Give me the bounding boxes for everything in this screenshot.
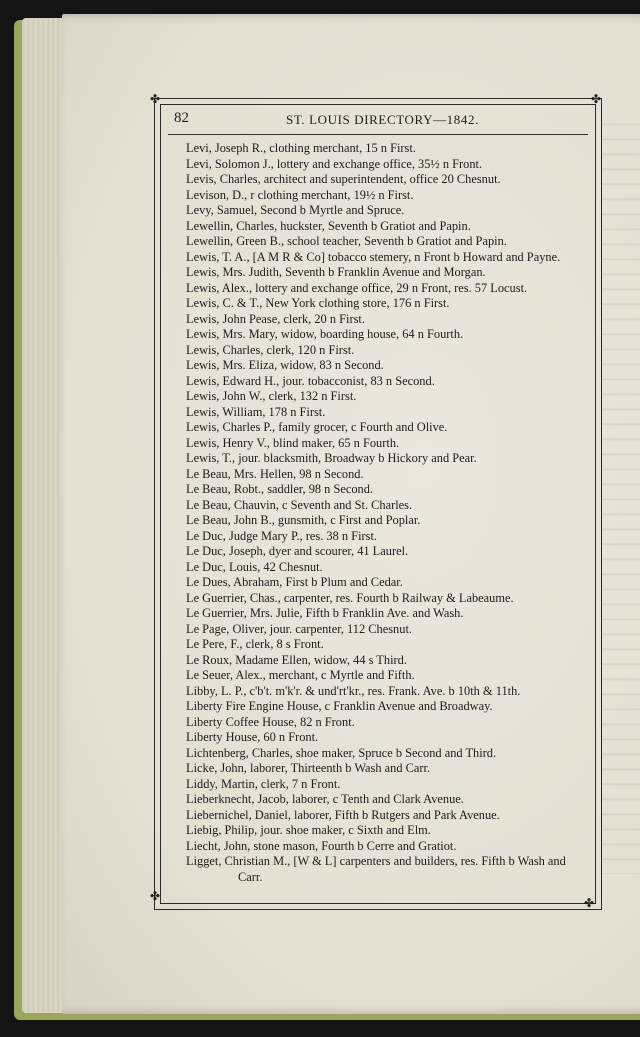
directory-entry: Lewis, Mrs. Eliza, widow, 83 n Second. [186, 358, 384, 372]
directory-entry: Le Duc, Louis, 42 Chesnut. [186, 559, 323, 574]
directory-entry: Le Roux, Madame Ellen, widow, 44 s Third. [186, 652, 407, 667]
directory-entry: Lewis, William, 178 n First. [186, 404, 326, 419]
directory-entry: Le Beau, John B., gunsmith, c First and Poplar. [186, 513, 421, 527]
directory-entry: Lewis, T., jour. blacksmith, Broadway b Hickory and Pear. [186, 451, 477, 465]
directory-entry: Lewis, John Pease, clerk, 20 n First. [186, 311, 365, 326]
directory-entry: Liecht, John, stone mason, Fourth b Cerre and Gratiot. [186, 838, 457, 853]
directory-entry: Licke, John, laborer, Thirteenth b Wash and Carr. [186, 761, 431, 775]
page-header [168, 110, 588, 130]
header-rule [168, 134, 588, 135]
directory-entry: Lewis, Henry V., blind maker, 65 n Fourth. [186, 435, 400, 450]
corner-ornament-icon: ✤ [150, 889, 161, 903]
directory-entry: Lewis, Charles, clerk, 120 n First. [186, 342, 355, 357]
directory-entry: Ligget, Christian M., [W & L] carpenters and builders, res. Fifth b Wash and Carr. [186, 854, 566, 884]
directory-entry: Le Pere, F., clerk, 8 s Front. [186, 637, 324, 651]
show-through-text [602, 114, 640, 874]
directory-entry: Le Duc, Judge Mary P., res. 38 n First. [186, 528, 378, 543]
directory-entry: Lieberknecht, Jacob, laborer, c Tenth and Clark Avenue. [186, 792, 464, 806]
directory-entry: Lewellin, Green B., school teacher, Seventh b Gratiot and Papin. [186, 234, 507, 248]
running-head: ST. LOUIS DIRECTORY—1842. [286, 112, 479, 127]
directory-entry: Lewellin, Charles, huckster, Seventh b Gratiot and Papin. [186, 218, 471, 233]
directory-entry: Lichtenberg, Charles, shoe maker, Spruce b Second and Third. [186, 745, 497, 760]
directory-entry: Lewis, C. & T., New York clothing store, 176 n First. [186, 296, 450, 310]
directory-entry: Levy, Samuel, Second b Myrtle and Spruce. [186, 203, 405, 217]
directory-entry: Lewis, T. A., [A M R & Co] tobacco stemery, n Front b Howard and Payne. [186, 249, 561, 264]
directory-entry: Le Beau, Mrs. Hellen, 98 n Second. [186, 466, 364, 481]
directory-entry: Liebernichel, Daniel, laborer, Fifth b Rutgers and Park Avenue. [186, 807, 500, 822]
corner-ornament-icon: ✤ [584, 896, 595, 910]
directory-entry: Lewis, Mrs. Mary, widow, boarding house, 64 n Fourth. [186, 327, 464, 341]
directory-entry: Le Guerrier, Mrs. Julie, Fifth b Franklin Ave. and Wash. [186, 606, 464, 620]
directory-entry: Le Beau, Chauvin, c Seventh and St. Charles. [186, 497, 413, 512]
directory-entry: Lewis, Alex., lottery and exchange office, 29 n Front, res. 57 Locust. [186, 280, 528, 295]
directory-entry: Lewis, Edward H., jour. tobacconist, 83 n Second. [186, 373, 435, 388]
directory-entries [186, 141, 586, 885]
directory-entry: Le Guerrier, Chas., carpenter, res. Fourth b Railway & Labeaume. [186, 590, 514, 605]
directory-entry: Libby, L. P., c'b't. m'k'r. & und'rt'kr., res. Frank. Ave. b 10th & 11th. [186, 683, 521, 698]
directory-entry: Lewis, John W., clerk, 132 n First. [186, 389, 357, 403]
directory-entry: Lewis, Charles P., family grocer, c Fourth and Olive. [186, 420, 448, 434]
directory-entry: Levi, Solomon J., lottery and exchange office, 35½ n Front. [186, 156, 483, 171]
directory-entry: Liberty House, 60 n Front. [186, 730, 319, 744]
directory-entry: Liebig, Philip, jour. shoe maker, c Sixth and Elm. [186, 823, 431, 837]
directory-entry: Le Dues, Abraham, First b Plum and Cedar. [186, 575, 403, 589]
directory-entry: Le Beau, Robt., saddler, 98 n Second. [186, 482, 374, 496]
directory-entry: Le Duc, Joseph, dyer and scourer, 41 Laurel. [186, 544, 409, 558]
directory-entry: Levison, D., r clothing merchant, 19½ n First. [186, 187, 414, 202]
page-number: 82 [174, 110, 189, 126]
directory-entry: Levi, Joseph R., clothing merchant, 15 n First. [186, 141, 416, 155]
directory-entry: Lewis, Mrs. Judith, Seventh b Franklin Avenue and Morgan. [186, 265, 486, 279]
directory-entry: Levis, Charles, architect and superintendent, office 20 Chesnut. [186, 172, 501, 186]
corner-ornament-icon: ✤ [150, 92, 161, 106]
directory-entry: Liddy, Martin, clerk, 7 n Front. [186, 776, 341, 791]
directory-entry: Liberty Coffee House, 82 n Front. [186, 714, 355, 729]
directory-entry: Le Page, Oliver, jour. carpenter, 112 Chesnut. [186, 621, 412, 636]
directory-entry: Liberty Fire Engine House, c Franklin Avenue and Broadway. [186, 699, 493, 713]
directory-entry: Le Seuer, Alex., merchant, c Myrtle and Fifth. [186, 668, 415, 682]
corner-ornament-icon: ✤ [591, 92, 602, 106]
